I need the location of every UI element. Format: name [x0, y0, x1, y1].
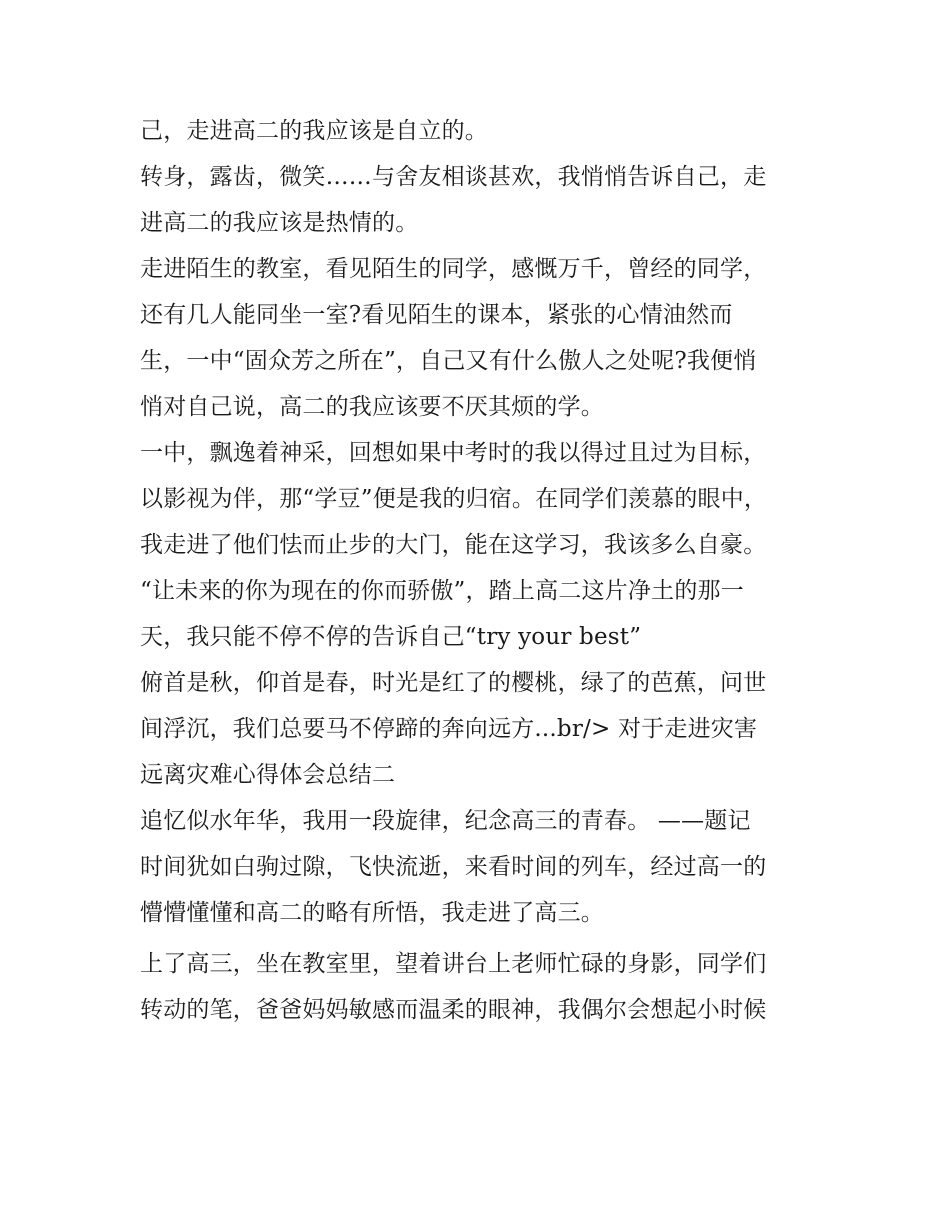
text-line: 以影视为伴，那“学豆”便是我的归宿。在同学们羡慕的眼中， — [140, 486, 768, 512]
text-line: 追忆似水年华，我用一段旋律，纪念高三的青春。 ——题记 — [140, 808, 751, 834]
text-line: 懵懵懂懂和高二的略有所悟，我走进了高三。 — [140, 900, 604, 926]
text-line: 转动的笔，爸爸妈妈敏感而温柔的眼神，我偶尔会想起小时候 — [140, 997, 767, 1023]
text-line: 间浮沉，我们总要马不停蹄的奔向远方...br/> 对于走进灾害 — [140, 716, 758, 742]
text-line: 上了高三，坐在教室里，望着讲台上老师忙碌的身影，同学们 — [140, 951, 767, 977]
text-line: 天，我只能不停不停的告诉自己“try your best” — [140, 624, 642, 650]
text-line: 俯首是秋，仰首是春，时光是红了的樱桃，绿了的芭蕉，问世 — [140, 670, 767, 696]
text-line: 还有几人能同坐一室?看见陌生的课本，紧张的心情油然而 — [140, 302, 733, 328]
document-body — [140, 108, 830, 1033]
text-line: 己，走进高二的我应该是自立的。 — [140, 118, 488, 144]
text-line: 转身，露齿，微笑……与舍友相谈甚欢，我悄悄告诉自己，走 — [140, 164, 767, 190]
text-line: 我走进了他们怯而止步的大门，能在这学习，我该多么自豪。 — [140, 532, 767, 558]
text-line: 悄对自己说，高二的我应该要不厌其烦的学。 — [140, 394, 604, 420]
text-line: 一中，飘逸着神采，回想如果中考时的我以得过且过为目标， — [140, 440, 767, 466]
text-line: “让未来的你为现在的你而骄傲”，踏上高二这片净土的那一 — [140, 578, 744, 604]
section-heading: 远离灾难心得体会总结二 — [140, 762, 396, 788]
text-line: 时间犹如白驹过隙，飞快流逝，来看时间的列车，经过高一的 — [140, 854, 767, 880]
text-line: 进高二的我应该是热情的。 — [140, 210, 419, 236]
text-line: 生，一中“固众芳之所在”，自己又有什么傲人之处呢?我便悄 — [140, 348, 757, 374]
text-line: 走进陌生的教室，看见陌生的同学，感慨万千，曾经的同学， — [140, 256, 767, 282]
